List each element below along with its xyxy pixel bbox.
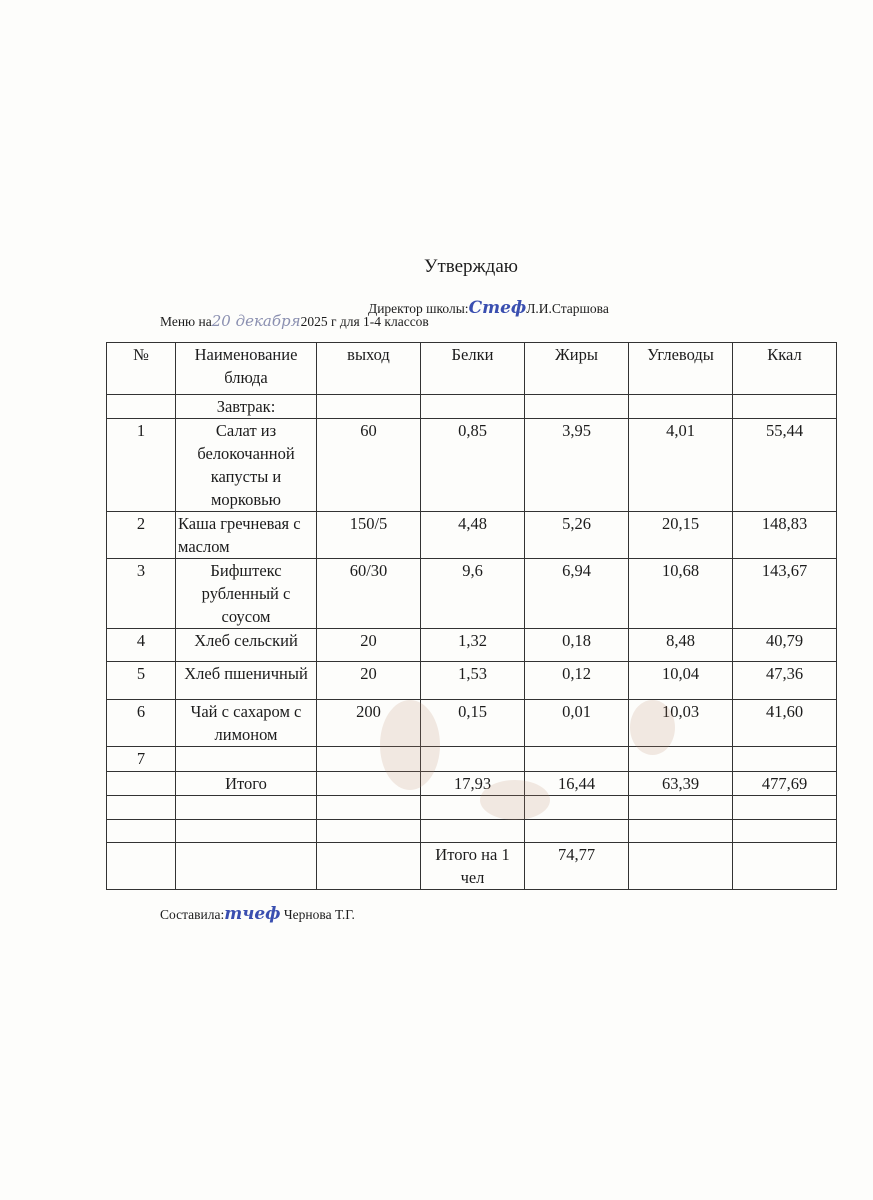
- table-row: [107, 395, 837, 419]
- cell-carbs: [629, 843, 733, 890]
- table-row: [107, 662, 837, 700]
- cell-carbs: [629, 820, 733, 843]
- table-row: [107, 700, 837, 747]
- director-signature: Стеф: [468, 298, 527, 318]
- cell-dish-name: Итого: [176, 772, 317, 796]
- cell-proteins: 17,93: [421, 772, 525, 796]
- cell-dish-name: [176, 820, 317, 843]
- cell-kcal: 148,83: [733, 512, 837, 559]
- cell-number: [107, 796, 176, 820]
- cell-fats: 5,26: [525, 512, 629, 559]
- cell-yield: [317, 395, 421, 419]
- cell-dish-name: Чай с сахаром с лимоном: [176, 700, 317, 747]
- cell-carbs: 10,04: [629, 662, 733, 700]
- cell-number: 2: [107, 512, 176, 559]
- cell-carbs: 8,48: [629, 629, 733, 662]
- cell-yield: 60: [317, 419, 421, 512]
- column-header-yield: выход: [317, 343, 421, 395]
- composed-by-line: [160, 904, 355, 924]
- composed-signature: тчеф: [224, 904, 281, 924]
- table-row: [107, 796, 837, 820]
- director-label: Директор школы:: [368, 301, 469, 316]
- cell-fats: 0,01: [525, 700, 629, 747]
- approve-heading: Утверждаю: [424, 256, 518, 277]
- cell-yield: 150/5: [317, 512, 421, 559]
- cell-proteins: 4,48: [421, 512, 525, 559]
- cell-carbs: 20,15: [629, 512, 733, 559]
- director-name: Л.И.Старшова: [526, 301, 609, 316]
- cell-proteins: 1,32: [421, 629, 525, 662]
- cell-yield: [317, 820, 421, 843]
- cell-carbs: 63,39: [629, 772, 733, 796]
- column-header-number: №: [107, 343, 176, 395]
- cell-carbs: 4,01: [629, 419, 733, 512]
- menu-date-handwritten: 20 декабря: [211, 312, 301, 330]
- cell-yield: [317, 843, 421, 890]
- cell-fats: 74,77: [525, 843, 629, 890]
- cell-kcal: 41,60: [733, 700, 837, 747]
- cell-kcal: [733, 843, 837, 890]
- cell-kcal: 143,67: [733, 559, 837, 629]
- cell-proteins: 1,53: [421, 662, 525, 700]
- cell-number: [107, 395, 176, 419]
- cell-number: 1: [107, 419, 176, 512]
- cell-kcal: [733, 796, 837, 820]
- column-header-kcal: Ккал: [733, 343, 837, 395]
- table-row: [107, 419, 837, 512]
- table-row: [107, 629, 837, 662]
- cell-kcal: [733, 820, 837, 843]
- cell-fats: [525, 395, 629, 419]
- cell-carbs: 10,68: [629, 559, 733, 629]
- cell-dish-name: [176, 843, 317, 890]
- cell-number: [107, 772, 176, 796]
- cell-proteins: 0,15: [421, 700, 525, 747]
- cell-kcal: 55,44: [733, 419, 837, 512]
- cell-yield: [317, 796, 421, 820]
- cell-dish-name: Хлеб сельский: [176, 629, 317, 662]
- cell-fats: 6,94: [525, 559, 629, 629]
- cell-fats: 0,18: [525, 629, 629, 662]
- column-header-proteins: Белки: [421, 343, 525, 395]
- menu-title: [160, 312, 429, 330]
- cell-number: 3: [107, 559, 176, 629]
- cell-fats: [525, 747, 629, 772]
- cell-dish-name: Салат из белокочанной капусты и морковью: [176, 419, 317, 512]
- table-row: [107, 843, 837, 890]
- cell-number: 6: [107, 700, 176, 747]
- cell-kcal: 40,79: [733, 629, 837, 662]
- table-row: [107, 559, 837, 629]
- menu-table: [106, 342, 837, 890]
- cell-carbs: 10,03: [629, 700, 733, 747]
- composed-name: Чернова Т.Г.: [283, 907, 355, 922]
- table-header-row: [107, 343, 837, 395]
- cell-proteins: [421, 820, 525, 843]
- cell-dish-name: Бифштекс рубленный с соусом: [176, 559, 317, 629]
- cell-proteins: 0,85: [421, 419, 525, 512]
- composed-label: Составила:: [160, 907, 225, 922]
- cell-carbs: [629, 796, 733, 820]
- menu-suffix: 2025 г для 1-4 классов: [300, 314, 429, 329]
- cell-number: [107, 843, 176, 890]
- table-row: [107, 512, 837, 559]
- cell-fats: 0,12: [525, 662, 629, 700]
- cell-kcal: [733, 395, 837, 419]
- cell-yield: 60/30: [317, 559, 421, 629]
- cell-dish-name: [176, 747, 317, 772]
- table-row: [107, 820, 837, 843]
- cell-yield: 20: [317, 662, 421, 700]
- cell-kcal: 477,69: [733, 772, 837, 796]
- cell-dish-name: Завтрак:: [176, 395, 317, 419]
- table-row: [107, 772, 837, 796]
- cell-fats: 16,44: [525, 772, 629, 796]
- column-header-carbs: Углеводы: [629, 343, 733, 395]
- cell-fats: [525, 820, 629, 843]
- cell-fats: 3,95: [525, 419, 629, 512]
- column-header-fats: Жиры: [525, 343, 629, 395]
- cell-proteins: [421, 395, 525, 419]
- cell-yield: 20: [317, 629, 421, 662]
- menu-prefix: Меню на: [160, 314, 212, 329]
- cell-dish-name: [176, 796, 317, 820]
- column-header-dish-name: Наименование блюда: [176, 343, 317, 395]
- cell-kcal: 47,36: [733, 662, 837, 700]
- cell-number: 4: [107, 629, 176, 662]
- cell-carbs: [629, 395, 733, 419]
- cell-number: 7: [107, 747, 176, 772]
- cell-kcal: [733, 747, 837, 772]
- cell-dish-name: Каша гречневая с маслом: [176, 512, 317, 559]
- table-row: [107, 747, 837, 772]
- cell-number: 5: [107, 662, 176, 700]
- cell-proteins: Итого на 1 чел: [421, 843, 525, 890]
- cell-dish-name: Хлеб пшеничный: [176, 662, 317, 700]
- cell-yield: 200: [317, 700, 421, 747]
- cell-proteins: 9,6: [421, 559, 525, 629]
- cell-number: [107, 820, 176, 843]
